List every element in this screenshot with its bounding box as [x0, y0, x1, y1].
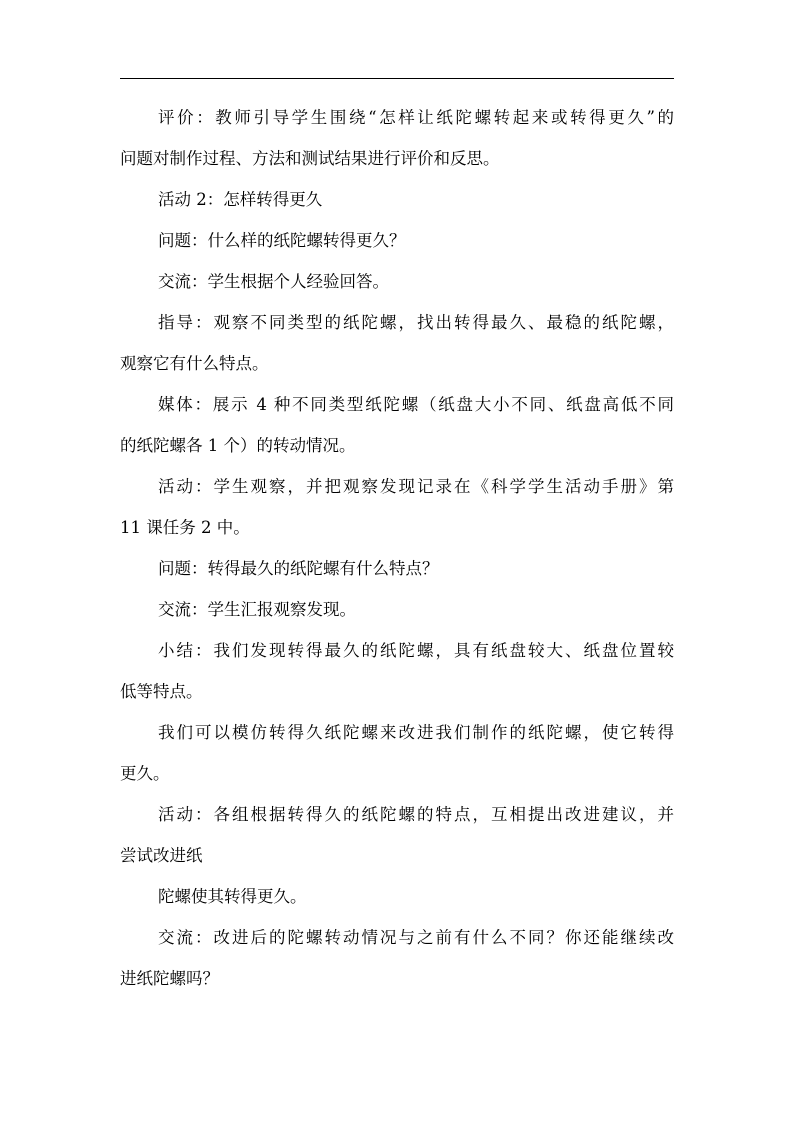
text-line-2: 问题对制作过程、方法和测试结果进行评价和反思。 — [120, 149, 500, 168]
text-line-3: 活动 2：怎样转得更久 — [158, 190, 323, 209]
text-line-16: 我们可以模仿转得久纸陀螺来改进我们制作的纸陀螺，使它转得 — [158, 723, 674, 742]
text-line-14: 小结：我们发现转得最久的纸陀螺，具有纸盘较大、纸盘位置较 — [158, 641, 674, 660]
text-line-1: 评价：教师引导学生围绕“怎样让纸陀螺转起来或转得更久”的 — [158, 108, 674, 127]
text-line-8: 媒体：展示 4 种不同类型纸陀螺（纸盘大小不同、纸盘高低不同 — [158, 395, 674, 414]
text-line-5: 交流：学生根据个人经验回答。 — [158, 272, 389, 291]
text-line-12: 问题：转得最久的纸陀螺有什么特点？ — [158, 559, 439, 578]
document-body — [120, 97, 674, 999]
text-line-15: 低等特点。 — [120, 682, 203, 701]
text-line-11: 11 课任务 2 中。 — [120, 518, 250, 537]
text-line-9: 的纸陀螺各 1 个）的转动情况。 — [120, 436, 356, 455]
text-line-7: 观察它有什么特点。 — [120, 354, 269, 373]
text-line-17: 更久。 — [120, 764, 170, 783]
text-line-10: 活动：学生观察，并把观察发现记录在《科学学生活动手册》第 — [158, 477, 674, 496]
text-line-21: 交流：改进后的陀螺转动情况与之前有什么不同？你还能继续改 — [158, 928, 674, 947]
text-line-6: 指导：观察不同类型的纸陀螺，找出转得最久、最稳的纸陀螺， — [158, 313, 674, 332]
text-line-19: 尝试改进纸 — [120, 846, 203, 865]
text-line-18: 活动：各组根据转得久的纸陀螺的特点，互相提出改进建议，并 — [158, 805, 674, 824]
text-line-22: 进纸陀螺吗？ — [120, 969, 219, 988]
text-line-20: 陀螺使其转得更久。 — [158, 887, 307, 906]
text-line-13: 交流：学生汇报观察发现。 — [158, 600, 356, 619]
header-rule — [120, 78, 674, 79]
text-line-4: 问题：什么样的纸陀螺转得更久？ — [158, 231, 406, 250]
